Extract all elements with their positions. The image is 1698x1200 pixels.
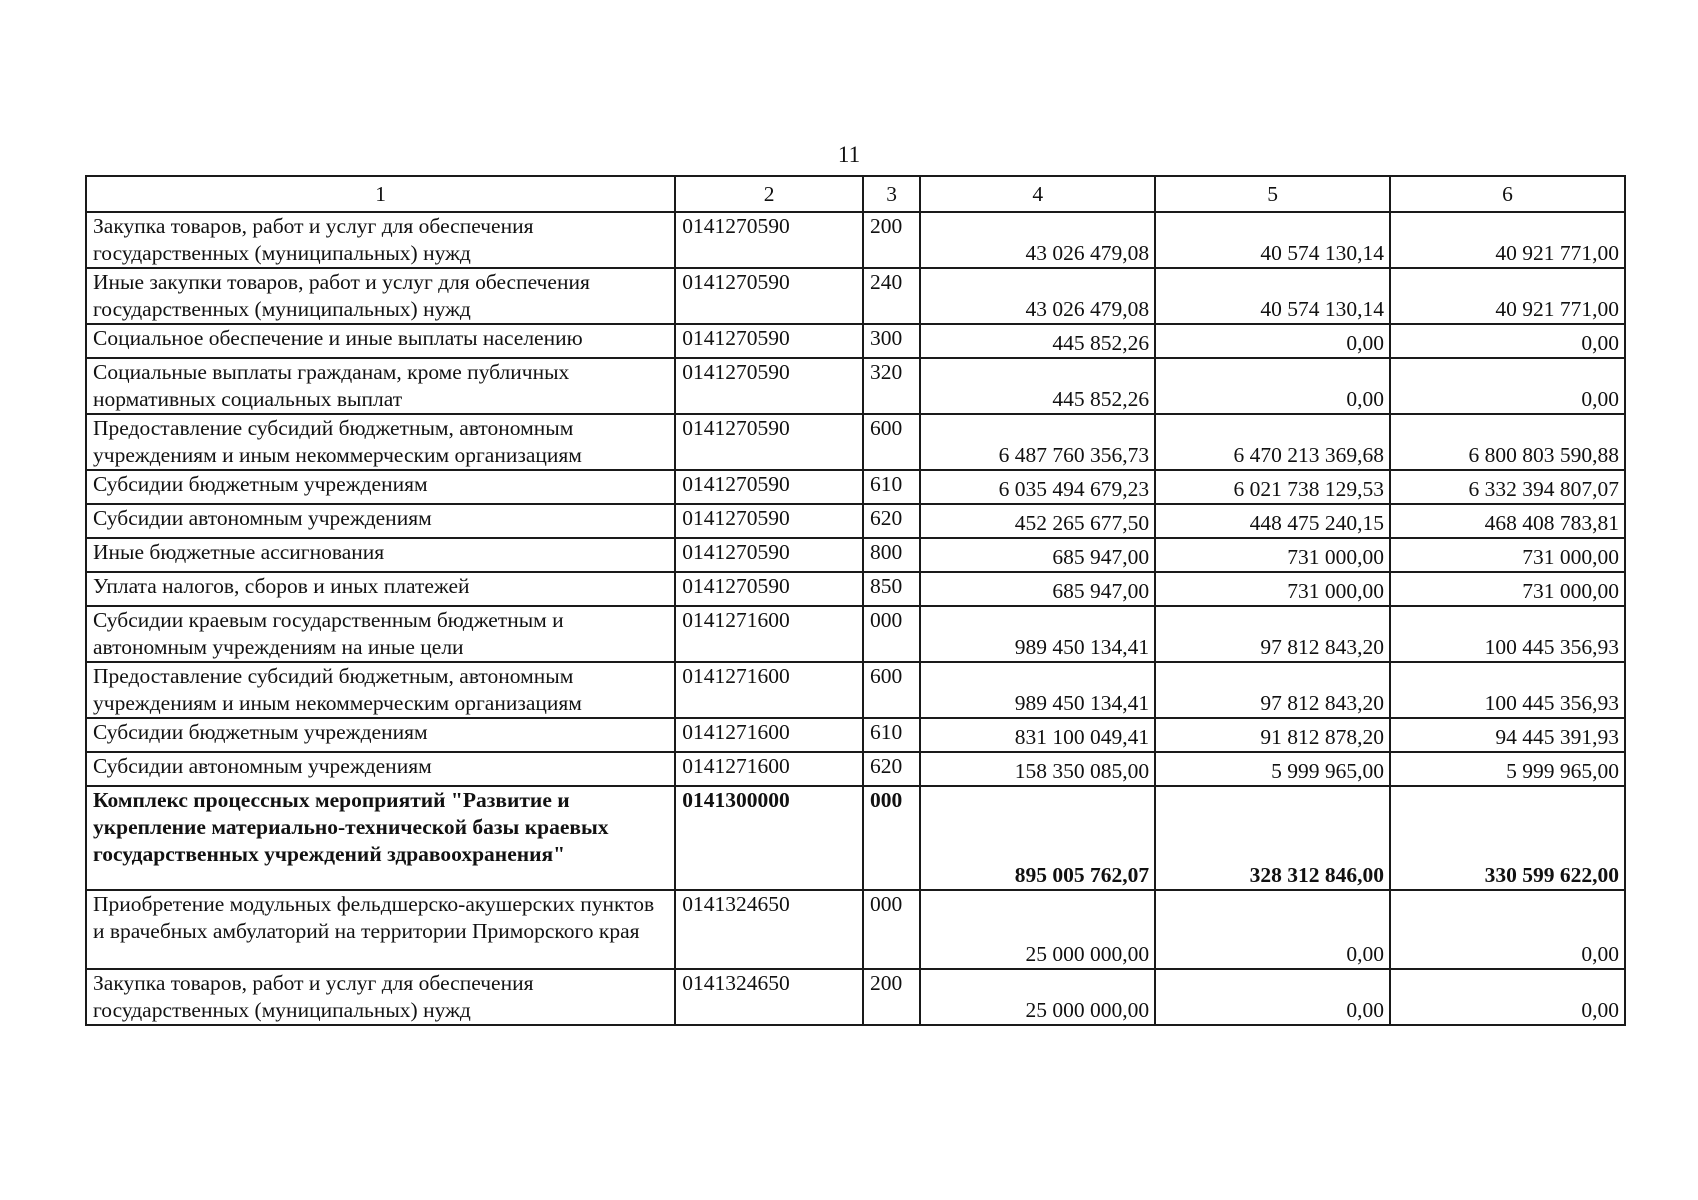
row-amount-year1-cell: 895 005 762,07 [920,786,1155,890]
row-name-cell: Субсидии бюджетным учреждениям [86,718,675,752]
row-type-cell: 600 [863,662,920,718]
header-cell-code: 2 [675,176,863,212]
row-name-cell: Закупка товаров, работ и услуг для обеспечения государственных (муниципальных) нужд [86,969,675,1025]
row-name-cell: Социальное обеспечение и иные выплаты населению [86,324,675,358]
row-name-cell: Приобретение модульных фельдшерско-акушерских пунктов и врачебных амбулаторий на территории Приморского края [86,890,675,969]
row-code-cell: 0141271600 [675,662,863,718]
table-row [86,504,1625,538]
budget-table [85,175,1626,1026]
row-amount-year3-cell: 100 445 356,93 [1390,606,1625,662]
row-amount-year1-cell: 989 450 134,41 [920,606,1155,662]
row-type-cell: 610 [863,718,920,752]
row-amount-year3-cell: 5 999 965,00 [1390,752,1625,786]
row-code-cell: 0141270590 [675,572,863,606]
row-amount-year3-cell: 0,00 [1390,324,1625,358]
row-amount-year3-cell: 40 921 771,00 [1390,212,1625,268]
row-type-cell: 850 [863,572,920,606]
row-type-cell: 320 [863,358,920,414]
row-amount-year3-cell: 0,00 [1390,969,1625,1025]
row-amount-year1-cell: 831 100 049,41 [920,718,1155,752]
row-amount-year1-cell: 43 026 479,08 [920,212,1155,268]
row-name-cell: Иные закупки товаров, работ и услуг для обеспечения государственных (муниципальных) нужд [86,268,675,324]
table-row [86,786,1625,890]
row-amount-year1-cell: 452 265 677,50 [920,504,1155,538]
row-amount-year3-cell: 100 445 356,93 [1390,662,1625,718]
row-amount-year1-cell: 25 000 000,00 [920,890,1155,969]
header-cell-year1: 4 [920,176,1155,212]
row-amount-year3-cell: 40 921 771,00 [1390,268,1625,324]
row-amount-year1-cell: 43 026 479,08 [920,268,1155,324]
row-code-cell: 0141300000 [675,786,863,890]
row-code-cell: 0141270590 [675,358,863,414]
row-amount-year2-cell: 731 000,00 [1155,572,1390,606]
row-amount-year2-cell: 6 021 738 129,53 [1155,470,1390,504]
row-amount-year2-cell: 40 574 130,14 [1155,212,1390,268]
row-type-cell: 000 [863,890,920,969]
table-row [86,752,1625,786]
row-type-cell: 200 [863,212,920,268]
row-amount-year3-cell: 731 000,00 [1390,538,1625,572]
table-row [86,212,1625,268]
row-name-cell: Субсидии автономным учреждениям [86,752,675,786]
row-type-cell: 240 [863,268,920,324]
row-amount-year2-cell: 0,00 [1155,358,1390,414]
row-amount-year3-cell: 0,00 [1390,890,1625,969]
row-type-cell: 300 [863,324,920,358]
row-amount-year2-cell: 97 812 843,20 [1155,606,1390,662]
row-amount-year3-cell: 0,00 [1390,358,1625,414]
row-amount-year1-cell: 6 487 760 356,73 [920,414,1155,470]
row-name-cell: Закупка товаров, работ и услуг для обеспечения государственных (муниципальных) нужд [86,212,675,268]
row-name-cell: Субсидии краевым государственным бюджетным и автономным учреждениям на иные цели [86,606,675,662]
row-amount-year2-cell: 731 000,00 [1155,538,1390,572]
row-amount-year2-cell: 328 312 846,00 [1155,786,1390,890]
row-amount-year1-cell: 158 350 085,00 [920,752,1155,786]
row-name-cell: Социальные выплаты гражданам, кроме публичных нормативных социальных выплат [86,358,675,414]
row-amount-year3-cell: 6 800 803 590,88 [1390,414,1625,470]
row-code-cell: 0141270590 [675,414,863,470]
row-amount-year3-cell: 6 332 394 807,07 [1390,470,1625,504]
table-row [86,324,1625,358]
row-amount-year1-cell: 989 450 134,41 [920,662,1155,718]
row-name-cell: Субсидии автономным учреждениям [86,504,675,538]
table-row [86,538,1625,572]
row-amount-year2-cell: 5 999 965,00 [1155,752,1390,786]
row-code-cell: 0141324650 [675,890,863,969]
row-code-cell: 0141270590 [675,538,863,572]
row-amount-year2-cell: 448 475 240,15 [1155,504,1390,538]
row-name-cell: Предоставление субсидий бюджетным, автономным учреждениям и иным некоммерческим организациям [86,662,675,718]
row-code-cell: 0141271600 [675,606,863,662]
row-amount-year2-cell: 0,00 [1155,890,1390,969]
table-row [86,470,1625,504]
row-code-cell: 0141270590 [675,324,863,358]
row-code-cell: 0141324650 [675,969,863,1025]
row-code-cell: 0141270590 [675,504,863,538]
row-name-cell: Иные бюджетные ассигнования [86,538,675,572]
table-row [86,606,1625,662]
page-number: 11 [837,142,861,167]
row-amount-year1-cell: 25 000 000,00 [920,969,1155,1025]
row-code-cell: 0141271600 [675,718,863,752]
table-header-row [86,176,1625,212]
row-type-cell: 000 [863,786,920,890]
row-code-cell: 0141270590 [675,268,863,324]
row-amount-year1-cell: 685 947,00 [920,538,1155,572]
row-amount-year1-cell: 6 035 494 679,23 [920,470,1155,504]
header-cell-year3: 6 [1390,176,1625,212]
row-amount-year2-cell: 0,00 [1155,969,1390,1025]
row-type-cell: 610 [863,470,920,504]
row-amount-year2-cell: 0,00 [1155,324,1390,358]
row-amount-year1-cell: 445 852,26 [920,324,1155,358]
table-row [86,890,1625,969]
row-code-cell: 0141270590 [675,470,863,504]
row-type-cell: 800 [863,538,920,572]
row-amount-year1-cell: 445 852,26 [920,358,1155,414]
table-row [86,358,1625,414]
row-name-cell: Комплекс процессных мероприятий "Развитие и укрепление материально-технической базы краевых государственных учреждений здравоохранения" [86,786,675,890]
table-row [86,718,1625,752]
table-row [86,662,1625,718]
table-row [86,414,1625,470]
row-amount-year3-cell: 468 408 783,81 [1390,504,1625,538]
row-type-cell: 620 [863,504,920,538]
header-cell-type: 3 [863,176,920,212]
table-row [86,268,1625,324]
row-type-cell: 620 [863,752,920,786]
row-name-cell: Предоставление субсидий бюджетным, автономным учреждениям и иным некоммерческим организациям [86,414,675,470]
row-amount-year3-cell: 330 599 622,00 [1390,786,1625,890]
row-amount-year2-cell: 6 470 213 369,68 [1155,414,1390,470]
row-code-cell: 0141271600 [675,752,863,786]
row-amount-year3-cell: 94 445 391,93 [1390,718,1625,752]
row-amount-year3-cell: 731 000,00 [1390,572,1625,606]
header-cell-name: 1 [86,176,675,212]
row-amount-year2-cell: 40 574 130,14 [1155,268,1390,324]
header-cell-year2: 5 [1155,176,1390,212]
row-type-cell: 000 [863,606,920,662]
row-amount-year2-cell: 91 812 878,20 [1155,718,1390,752]
table-row [86,572,1625,606]
row-amount-year1-cell: 685 947,00 [920,572,1155,606]
row-type-cell: 200 [863,969,920,1025]
row-name-cell: Субсидии бюджетным учреждениям [86,470,675,504]
row-amount-year2-cell: 97 812 843,20 [1155,662,1390,718]
row-name-cell: Уплата налогов, сборов и иных платежей [86,572,675,606]
row-type-cell: 600 [863,414,920,470]
table-row [86,969,1625,1025]
row-code-cell: 0141270590 [675,212,863,268]
